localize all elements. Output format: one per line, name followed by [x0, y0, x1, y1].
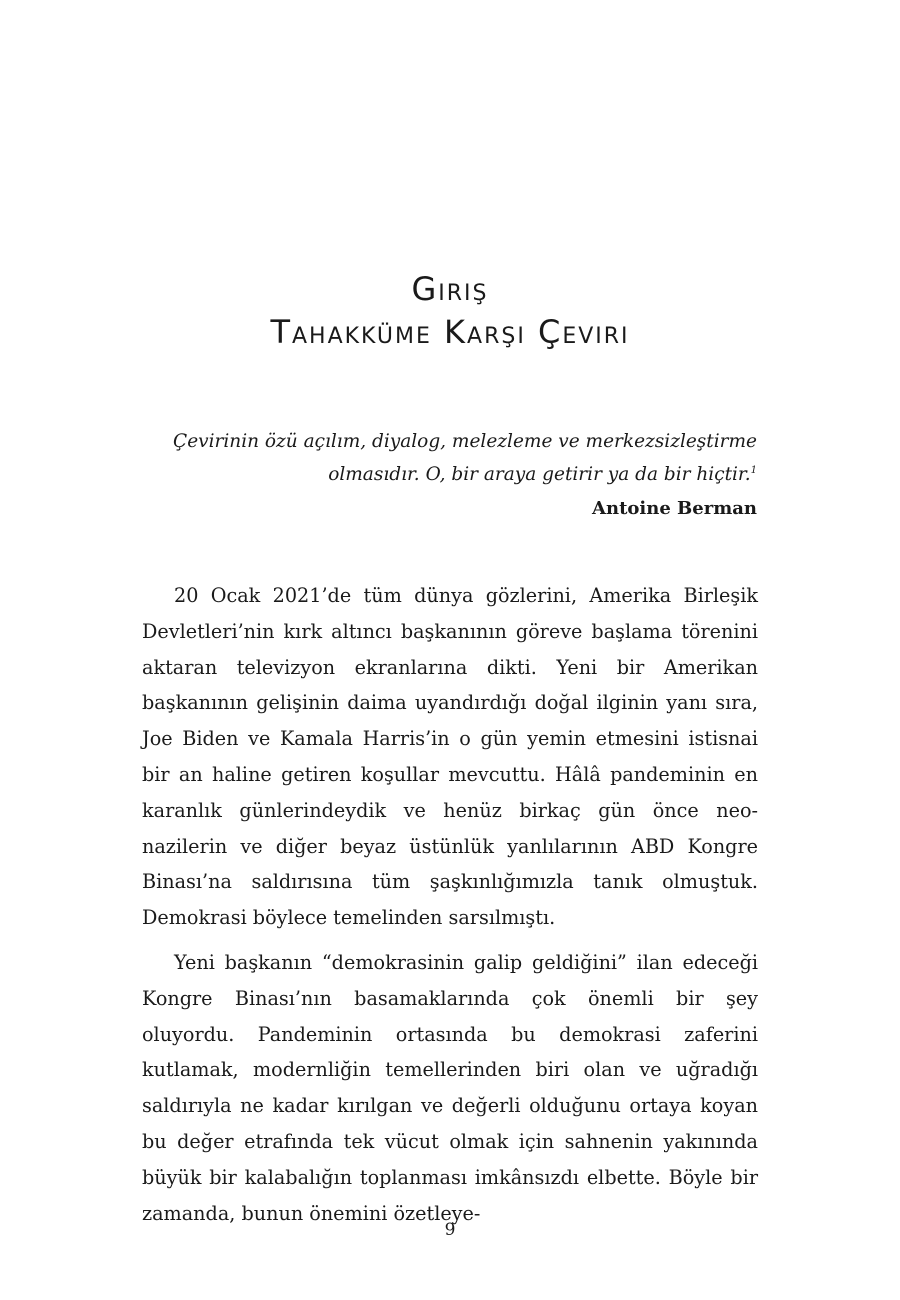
epigraph-quote: [137, 425, 757, 491]
footnote-marker: 1: [750, 464, 757, 476]
paragraph: 20 Ocak 2021’de tüm dünya gözlerini, Amerika Birleşik Devletleri’nin kırk altıncı başkanının göreve başlama törenini aktaran televizyon ekranlarına dikti. Yeni bir Amerikan başkanının gelişinin daima uyandırdığı doğal ilginin yanı sıra, Joe Biden ve Kamala Harris’in o gün yemin etmesini istisnai bir an haline getiren koşullar mevcuttu. Hâlâ pandeminin en karanlık günlerindeydik ve henüz birkaç gün önce neo-nazilerin ve diğer beyaz üstünlük yanlılarının ABD Kongre Binası’na saldırısına tüm şaşkınlığımızla tanık olmuştuk. Demokrasi böylece temelinden sarsılmıştı.: [142, 584, 758, 930]
body-text: [142, 578, 758, 1231]
chapter-title: Giriş: [411, 270, 489, 308]
page-number: 9: [444, 1220, 456, 1240]
epigraph-author: Antoine Berman: [592, 498, 757, 519]
paragraph: Yeni başkanın “demokrasinin galip geldiğini” ilan edeceği Kongre Binası’nın basamaklarında çok önemli bir şey oluyordu. Pandeminin ortasında bu demokrasi zaferini kutlamak, modernliğin temellerinden biri olan ve uğradığı saldırıyla ne kadar kırılgan ve değerli olduğunu ortaya koyan bu değer etrafında tek vücut olmak için sahnenin yakınında büyük bir kalabalığın toplanması imkânsızdı elbette. Böyle bir zamanda, bunun önemini özetleye-: [142, 950, 758, 1225]
epigraph-text: Çevirinin özü açılım, diyalog, melezleme ve merkezsizleştirme olmasıdır. O, bir araya getirir ya da bir hiçtir.: [173, 431, 757, 485]
chapter-subtitle: Tahakküme Karşı Çeviri: [270, 313, 630, 351]
